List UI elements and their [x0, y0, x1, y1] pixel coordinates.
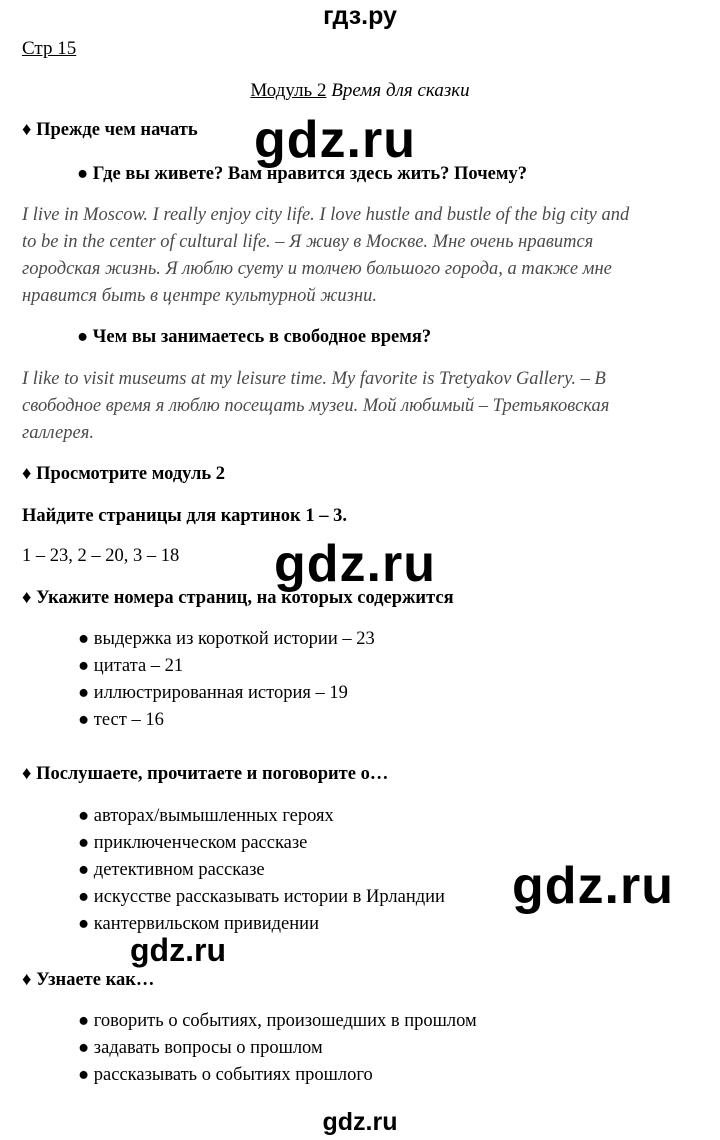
- answer-line: I like to visit museums at my leisure time. My favorite is Tretyakov Gallery. – В: [22, 369, 606, 389]
- list-item: ● искусстве рассказывать истории в Ирландии: [78, 887, 445, 907]
- section-heading-listen: ♦ Послушаете, прочитаете и поговорите о…: [22, 764, 389, 784]
- module-title: [0, 80, 720, 102]
- answer-line: галлерея.: [22, 423, 94, 443]
- answer-line: свободное время я люблю посещать музеи. Мой любимый – Третьяковская: [22, 396, 610, 416]
- answer-line: I live in Moscow. I really enjoy city life. I love hustle and bustle of the big city and: [22, 205, 630, 225]
- task-answer: 1 – 23, 2 – 20, 3 – 18: [22, 546, 180, 566]
- section-heading-review: ♦ Просмотрите модуль 2: [22, 464, 226, 484]
- list-item: ● кантервильском привидении: [78, 914, 319, 934]
- answer-line: нравится быть в центре культурной жизни.: [22, 286, 377, 306]
- site-header: гдз.ру: [323, 2, 397, 30]
- task-find-pages: Найдите страницы для картинок 1 – 3.: [22, 506, 347, 526]
- question-where-live: ● Где вы живете? Вам нравится здесь жить? Почему?: [77, 164, 527, 184]
- section-heading-learn: ♦ Узнаете как…: [22, 970, 155, 990]
- watermark: gdz.ru: [254, 111, 416, 169]
- site-footer: gdz.ru: [322, 1108, 398, 1136]
- module-label: Модуль 2: [250, 80, 327, 101]
- list-item: ● рассказывать о событиях прошлого: [78, 1065, 373, 1085]
- answer-line: городская жизнь. Я люблю суету и толчею большого города, а также мне: [22, 259, 612, 279]
- module-name: Время для сказки: [331, 80, 470, 101]
- list-item: ● авторах/вымышленных героях: [78, 806, 334, 826]
- list-item: ● иллюстрированная история – 19: [78, 683, 348, 703]
- question-free-time: ● Чем вы занимаетесь в свободное время?: [77, 327, 432, 347]
- list-item: ● задавать вопросы о прошлом: [78, 1038, 323, 1058]
- list-item: ● выдержка из короткой истории – 23: [78, 629, 375, 649]
- answer-where-live: [22, 202, 702, 310]
- watermark: gdz.ru: [274, 535, 436, 593]
- section-heading-pages: ♦ Укажите номера страниц, на которых содержится: [22, 588, 454, 608]
- list-item: ● цитата – 21: [78, 656, 184, 676]
- list-item: ● детективном рассказе: [78, 860, 265, 880]
- answer-free-time: [22, 366, 702, 447]
- list-item: ● говорить о событиях, произошедших в прошлом: [78, 1011, 477, 1031]
- watermark: gdz.ru: [512, 857, 674, 915]
- list-item: ● приключенческом рассказе: [78, 833, 308, 853]
- answer-line: to be in the center of cultural life. – Я живу в Москве. Мне очень нравится: [22, 232, 594, 252]
- page-reference: Стр 15: [22, 38, 77, 59]
- watermark: gdz.ru: [130, 932, 226, 968]
- section-heading-before-start: ♦ Прежде чем начать: [22, 120, 198, 140]
- list-item: ● тест – 16: [78, 710, 164, 730]
